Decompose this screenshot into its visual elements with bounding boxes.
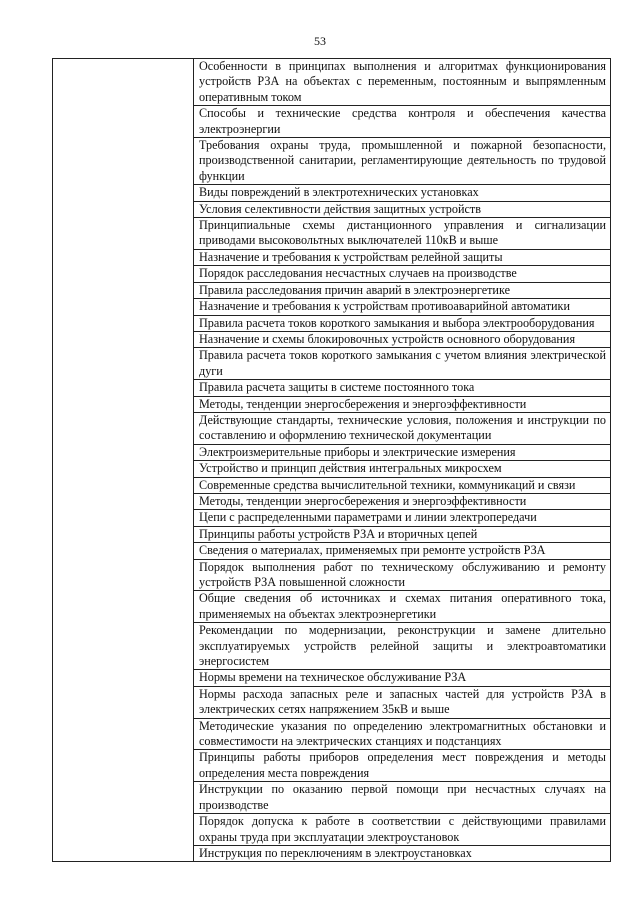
table-row: Современные средства вычислительной техники, коммуникаций и связи xyxy=(194,478,610,494)
table-row: Общие сведения об источниках и схемах питания оперативного тока, применяемых на объектах электроэнергетики xyxy=(194,591,610,623)
table-row: Цепи с распределенными параметрами и линии электропередачи xyxy=(194,510,610,526)
table-row: Правила расчета защиты в системе постоянного тока xyxy=(194,380,610,396)
table-row: Назначение и схемы блокировочных устройств основного оборудования xyxy=(194,332,610,348)
table-row: Методические указания по определению электромагнитных обстановки и совместимости на электрических станциях и подстанциях xyxy=(194,719,610,751)
table-row: Принципиальные схемы дистанционного управления и сигнализации приводами высоковольтных выключателей 110кВ и выше xyxy=(194,218,610,250)
table-left-column xyxy=(53,59,194,861)
table-row: Порядок расследования несчастных случаев на производстве xyxy=(194,266,610,282)
table-row: Требования охраны труда, промышленной и пожарной безопасности, производственной санитарии, регламентирующие деятельность по трудовой функции xyxy=(194,138,610,185)
table-row: Особенности в принципах выполнения и алгоритмах функционирования устройств РЗА на объектах с переменным, постоянным и выпрямленным оперативным током xyxy=(194,59,610,106)
table-row: Нормы времени на техническое обслуживание РЗА xyxy=(194,670,610,686)
table-row: Правила расчета токов короткого замыкания и выбора электрооборудования xyxy=(194,316,610,332)
table-row: Устройство и принцип действия интегральных микросхем xyxy=(194,461,610,477)
table-row: Принципы работы приборов определения мест повреждения и методы определения места повреждения xyxy=(194,750,610,782)
table-row: Условия селективности действия защитных устройств xyxy=(194,202,610,218)
table-row: Способы и технические средства контроля и обеспечения качества электроэнергии xyxy=(194,106,610,138)
table-row: Инструкция по переключениям в электроустановках xyxy=(199,845,472,860)
table-row: Назначение и требования к устройствам противоаварийной автоматики xyxy=(194,299,610,315)
table-row: Назначение и требования к устройствам релейной защиты xyxy=(194,250,610,266)
table-row: Правила расследования причин аварий в электроэнергетике xyxy=(194,283,610,299)
page-number: 53 xyxy=(314,34,326,48)
knowledge-table xyxy=(52,58,611,862)
table-row: Порядок выполнения работ по техническому обслуживанию и ремонту устройств РЗА повышенной сложности xyxy=(194,560,610,592)
table-row: Методы, тенденции энергосбережения и энергоэффективности xyxy=(194,494,610,510)
table-row: Нормы расхода запасных реле и запасных частей для устройств РЗА в электрических сетях напряжением 35кВ и выше xyxy=(194,687,610,719)
table-row: Порядок допуска к работе в соответствии с действующими правилами охраны труда при эксплуатации электроустановок xyxy=(194,814,610,846)
table-row: Принципы работы устройств РЗА и вторичных цепей xyxy=(194,527,610,543)
table-row: Действующие стандарты, технические условия, положения и инструкции по составлению и оформлению технической документации xyxy=(194,413,610,445)
table-row: Инструкции по оказанию первой помощи при несчастных случаях на производстве xyxy=(194,782,610,814)
table-row: Сведения о материалах, применяемых при ремонте устройств РЗА xyxy=(194,543,610,559)
table-row: Методы, тенденции энергосбережения и энергоэффективности xyxy=(194,397,610,413)
table-row: Рекомендации по модернизации, реконструкции и замене длительно эксплуатируемых устройств релейной защиты и электроавтоматики энергосистем xyxy=(194,623,610,670)
table-row: Электроизмерительные приборы и электрические измерения xyxy=(194,445,610,461)
table-row: Виды повреждений в электротехнических установках xyxy=(194,185,610,201)
table-right-column xyxy=(194,59,610,861)
table-row: Правила расчета токов короткого замыкания с учетом влияния электрической дуги xyxy=(194,348,610,380)
